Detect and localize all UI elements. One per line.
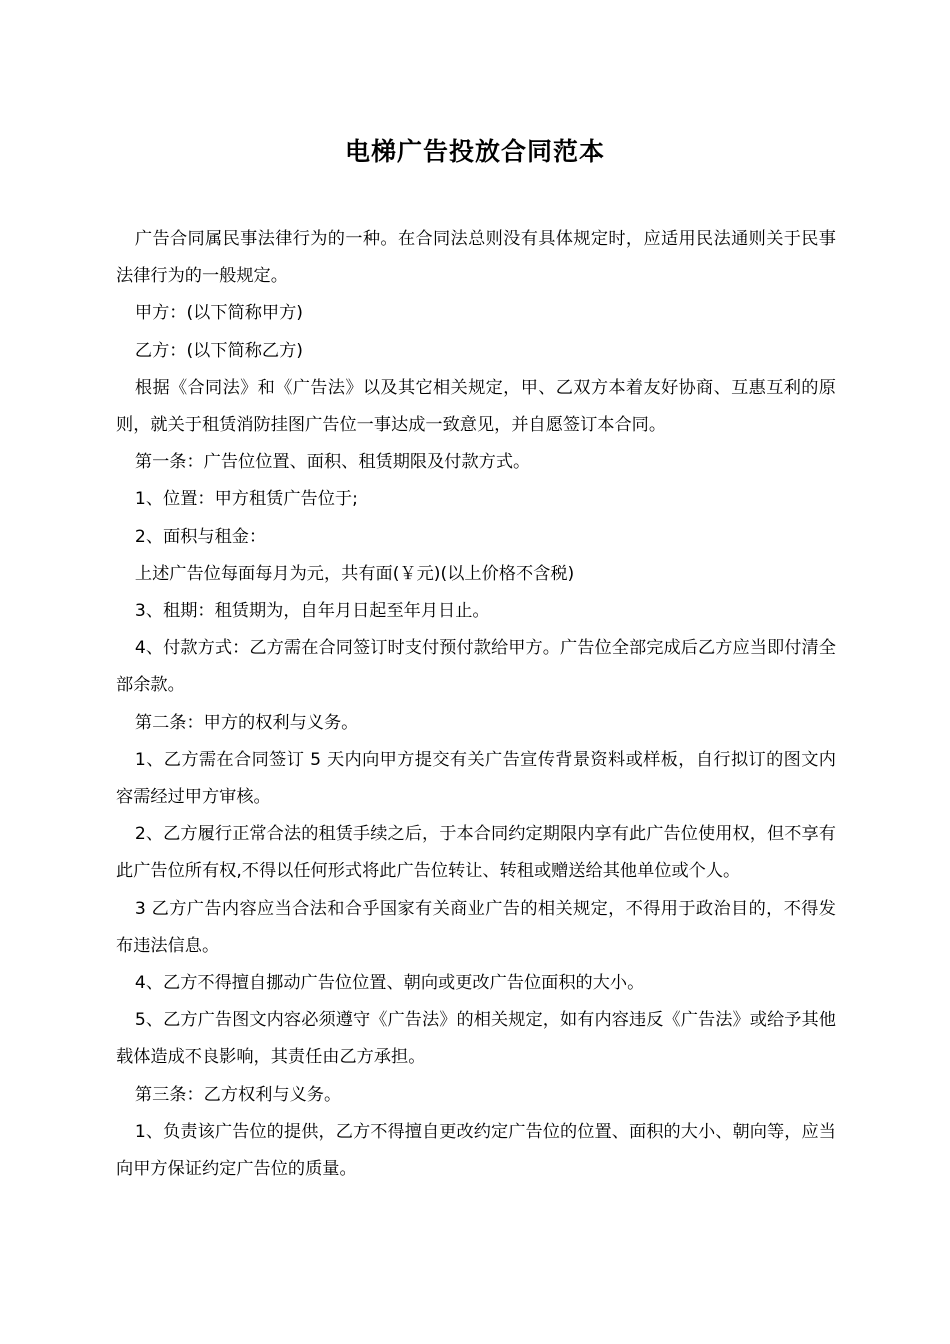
article-3-item-1: 1、负责该广告位的提供，乙方不得擅自更改约定广告位的位置、面积的大小、朝向等，应当向甲方保证约定广告位的质量。 [116,1121,836,1180]
document-body [116,221,836,1188]
article-2-item-2: 2、乙方履行正常合法的租赁手续之后，于本合同约定期限内享有此广告位使用权，但不享有此广告位所有权,不得以任何形式将此广告位转让、转租或赠送给其他单位或个人。 [116,824,836,882]
article-2-item-3: 3 乙方广告内容应当合法和合乎国家有关商业广告的相关规定，不得用于政治目的，不得发布违法信息。 [116,898,836,956]
article-3-heading: 第三条：乙方权利与义务。 [134,1084,342,1105]
article-1-item-3: 3、租期：租赁期为，自年月日起至年月日止。 [134,601,490,622]
paragraph-party-a: 甲方：(以下简称甲方) [134,303,304,324]
paragraph-party-b: 乙方：(以下简称乙方) [134,340,304,361]
article-1-rent-note: 上述广告位每面每月为元，共有面(￥元)(以上价格不含税) [134,563,575,584]
article-2-item-5: 5、乙方广告图文内容必须遵守《广告法》的相关规定，如有内容违反《广告法》或给予其他载体造成不良影响，其责任由乙方承担。 [116,1010,836,1068]
article-2-heading: 第二条：甲方的权利与义务。 [134,712,359,733]
article-2-item-1: 1、乙方需在合同签订 5 天内向甲方提交有关广告宣传背景资料或样板，自行拟订的图文内容需经过甲方审核。 [116,749,836,808]
article-2-item-4: 4、乙方不得擅自挪动广告位位置、朝向或更改广告位面积的大小。 [134,973,645,994]
paragraph-preamble: 根据《合同法》和《广告法》以及其它相关规定，甲、乙双方本着友好协商、互惠互利的原则，就关于租赁消防挂图广告位一事达成一致意见，并自愿签订本合同。 [116,377,836,436]
article-1-heading: 第一条：广告位位置、面积、租赁期限及付款方式。 [134,452,531,473]
article-1-item-4: 4、付款方式：乙方需在合同签订时支付预付款给甲方。广告位全部完成后乙方应当即付清全部余款。 [116,638,836,696]
document-title: 电梯广告投放合同范本 [344,137,605,166]
article-1-item-2: 2、面积与租金： [134,526,267,547]
paragraph-intro: 广告合同属民事法律行为的一种。在合同法总则没有具体规定时，应适用民法通则关于民事法律行为的一般规定。 [116,229,836,287]
article-1-item-1: 1、位置：甲方租赁广告位于; [134,489,358,510]
